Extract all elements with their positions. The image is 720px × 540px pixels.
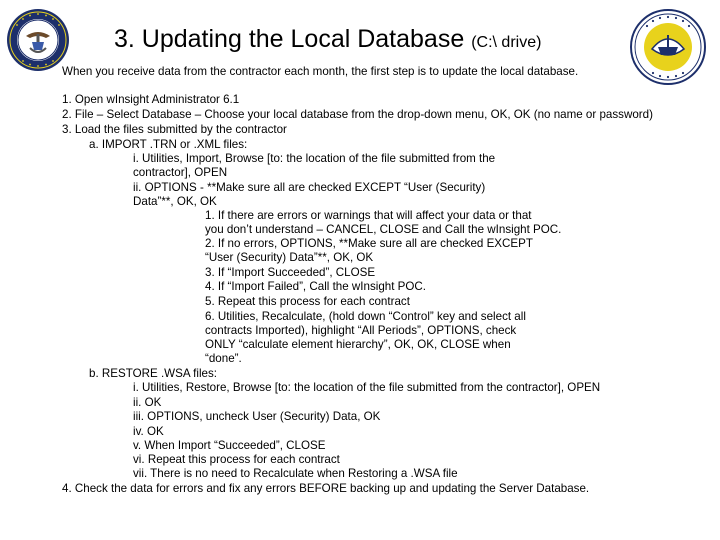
substep-6-cont-3: “done”. (205, 352, 242, 365)
title-drive: (C:\ drive) (471, 34, 542, 51)
intro-text: When you receive data from the contractor each month, the first step is to update the local database. (62, 65, 579, 78)
step-4: 4. Check the data for errors and fix any errors BEFORE backing up and updating the Server Database. (62, 482, 590, 495)
step-3b-v: v. When Import “Succeeded”, CLOSE (133, 439, 326, 452)
substep-5: 5. Repeat this process for each contract (205, 295, 410, 308)
step-3a-ii-cont: Data”**, OK, OK (133, 195, 217, 208)
substep-2-cont: “User (Security) Data”**, OK, OK (205, 251, 374, 264)
step-3a-i: i. Utilities, Import, Browse [to: the location of the file submitted from the (133, 152, 496, 165)
step-3b-i: i. Utilities, Restore, Browse [to: the location of the file submitted from the contractor], OPEN (133, 381, 601, 394)
step-3: 3. Load the files submitted by the contractor (62, 123, 287, 136)
substep-4: 4. If “Import Failed”, Call the wInsight POC. (205, 280, 427, 293)
substep-6-cont-1: contracts Imported), highlight “All Periods”, OPTIONS, check (205, 324, 517, 337)
step-3b: b. RESTORE .WSA files: (89, 367, 217, 380)
step-1: 1. Open wInsight Administrator 6.1 (62, 93, 240, 106)
substep-6-cont-2: ONLY “calculate element hierarchy”, OK, OK, CLOSE when (205, 338, 511, 351)
substep-6: 6. Utilities, Recalculate, (hold down “Control” key and select all (205, 310, 526, 323)
step-3b-iv: iv. OK (133, 425, 164, 438)
substep-1: 1. If there are errors or warnings that will affect your data or that (205, 209, 532, 222)
command-seal-logo (630, 9, 706, 85)
substep-1-cont: you don’t understand – CANCEL, CLOSE and Call the wInsight POC. (205, 223, 562, 236)
step-3b-vii: vii. There is no need to Recalculate when Restoring a .WSA file (133, 467, 458, 480)
step-3b-vi: vi. Repeat this process for each contract (133, 453, 340, 466)
navy-seal-logo (6, 8, 70, 72)
step-3b-iii: iii. OPTIONS, uncheck User (Security) Data, OK (133, 410, 381, 423)
title-text: 3. Updating the Local Database (114, 25, 465, 53)
step-3a: a. IMPORT .TRN or .XML files: (89, 138, 248, 151)
substep-2: 2. If no errors, OPTIONS, **Make sure all are checked EXCEPT (205, 237, 533, 250)
substep-3: 3. If “Import Succeeded”, CLOSE (205, 266, 376, 279)
step-3a-i-cont: contractor], OPEN (133, 166, 228, 179)
step-2: 2. File – Select Database – Choose your local database from the drop-down menu, OK, OK (no name or password) (62, 108, 653, 121)
slide-title (114, 23, 541, 59)
step-3b-ii: ii. OK (133, 396, 162, 409)
step-3a-ii: ii. OPTIONS - **Make sure all are checked EXCEPT “User (Security) (133, 181, 486, 194)
